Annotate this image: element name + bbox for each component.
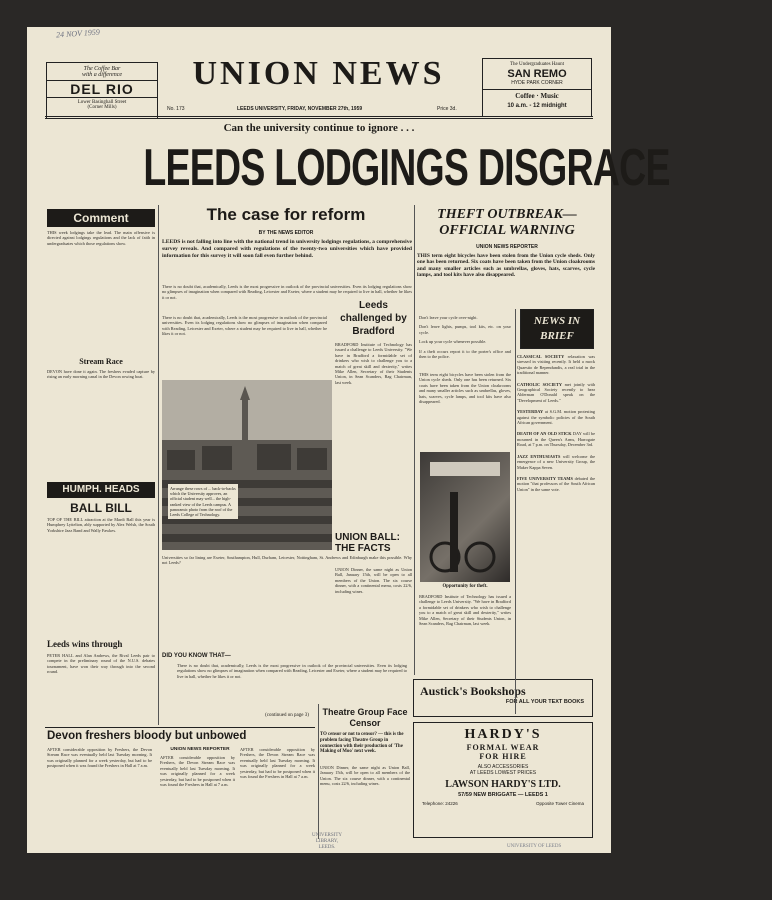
price: Price 3d.	[437, 106, 457, 112]
brief-item	[517, 409, 595, 425]
ad-hardys-firm: LAWSON HARDY'S LTD.	[445, 779, 561, 790]
ad-del-rio-addr1: Lower Basinghall Street	[77, 100, 127, 105]
devon-rule	[45, 727, 315, 728]
ad-san-remo-name: SAN REMO	[507, 68, 567, 80]
theft-headline-1: THEFT OUTBREAK—	[437, 207, 577, 222]
campus-photo-caption: Arrange these rows of ... back-to-backs which the University approves, an official student may well... the high-ranked view of the Leeds campus. A panoramic photo from the roof of the Leeds College of Technology.	[168, 484, 238, 519]
brief-item-head: CLASSICAL SOCIETY	[517, 354, 565, 359]
brief-item-text: debated the motion "that professors of the South African Union" in the same vote.	[517, 475, 596, 492]
ad-hardys-line3: ALSO ACCESSORIES	[477, 764, 529, 770]
reform-p2b: There is no doubt that, academically, Leeds is the most progressive in outlook of the provincial universities. Even its lodging regulations show no glimpses of imagination when compared with Reading, Leicester and Exeter, where a student may be required to live in hall, whether he likes it or not.	[162, 315, 327, 337]
brief-item-text: will welcome the emergence of a new University Group, the Maker Kappa Seven.	[517, 453, 596, 470]
theft-photo-caption: Opportunity for theft.	[442, 584, 488, 589]
ad-del-rio-line2: with a difference	[81, 72, 123, 78]
brief-item-head: JAZZ ENTHUSIASTS	[517, 453, 561, 459]
theatre-headline: Theatre Group Face Censor	[322, 707, 408, 728]
corner-stamp: UNIVERSITY OF LEEDS	[507, 844, 562, 849]
did-you-know-list: There is no doubt that, academically, Leeds is the most progressive in outlook of the provincial universities. Even its lodging regulations show no glimpses of imagination when compared with Reading, Leicester and Exeter, where a student may be required to live in hall, whether he likes it or not.	[177, 663, 407, 679]
brief-item-head: FIVE UNIVERSITY TEAMS	[517, 475, 573, 481]
ad-del-rio-name: DEL RIO	[47, 80, 157, 98]
brief-item	[517, 454, 595, 470]
brief-item	[517, 431, 595, 447]
ad-hardys-line1: FORMAL WEAR	[466, 743, 540, 752]
ad-san-remo-line4: 10 a.m. - 12 midnight	[507, 103, 567, 109]
ad-del-rio-addr2: (Corner Mills)	[87, 105, 117, 110]
reform-lead: LEEDS is not falling into line with the national trend in university lodgings regulations, a comprehensive survey reveals. And compared with regulations of the twenty-two universities which have provided information for this survey it will soon fall even further behind.	[162, 239, 412, 259]
ad-hardys-footer	[414, 798, 592, 806]
library-stamp-line1: UNIVERSITY	[312, 833, 342, 838]
theft-bullets	[419, 315, 511, 363]
campus-photo	[162, 380, 332, 550]
ad-hardys-line2: FOR HIRE	[479, 752, 527, 761]
devon-body-1: AFTER considerable opposition by Freshers, the Devon Stream Race was eventually held last Tuesday morning. It was originally planned for a week yesterday, but had to be postponed when it was found the Freshers in Hall at 7 a.m.	[47, 747, 152, 769]
wins-through-body: PETER HALL and Alan Andrews, the Rival Leeds pair to compete in the preliminary round of the N.U.S. debates tournament, have won their way through into the second round.	[47, 653, 155, 675]
theft-body-2: BRADFORD Institute of Technology has issued a challenge to Leeds University. "We have in Bradford a formidable set of drinkers who wish to challenge you to a match of great skill and dexterity," writes Mike Allen, Secretary of their Students Union, in Sean Scanders, Rag Chairman, last week.	[419, 594, 511, 627]
theatre-body-2: UNION Dinner, the same night as Union Ball, January 15th, will be open to all members of the Union. The six course dinner, with a continental menu, costs 22/6, including wines.	[320, 765, 410, 787]
theft-bullet: If a theft occurs report it to the porter's office and then to the police.	[419, 348, 511, 360]
brief-item	[517, 354, 595, 376]
ad-san-remo-line3: Coffee · Music	[483, 89, 591, 100]
comment-body: THIS week lodgings take the lead. The main offensive is directed against lodgings regulations and the lack of faith in undergraduates which those regulations show.	[47, 230, 155, 246]
reform-p3: Universities so far lining are Exeter, Southampton, Hull, Durham, Leicester, Nottingham, St. Andrews and Edinburgh make this possible. Why not Leeds?	[162, 555, 412, 566]
brief-item-text: relaxation was stressed in visiting recently. It held a mock Quaestio de Rependundis, a real trial in the traditional manner.	[517, 354, 596, 376]
ad-san-remo-line2: HYDE PARK CORNER	[511, 80, 563, 86]
masthead-title: UNION NEWS	[192, 55, 445, 92]
ad-austicks-tag: FOR ALL YOUR TEXT BOOKS	[505, 699, 584, 705]
reform-byline: BY THE NEWS EDITOR	[258, 230, 314, 236]
theft-photo-art	[420, 452, 510, 582]
brief-item-head: CATHOLIC SOCIETY	[517, 381, 562, 387]
stream-race-head: Stream Race	[79, 357, 123, 366]
ball-bill-body: TOP OF THE BILL attraction at the Mardi Ball this year is Humphrey Lyttelton, ably supported by Alex Welsh, the South Yorkshire Jazz Band and Wally Fawkes.	[47, 517, 155, 533]
reform-headline: The case for reform	[206, 205, 366, 224]
ad-san-remo-line1: The Undergraduates Haunt	[509, 62, 565, 67]
ad-hardys-opp: Opposite Tower Cinema	[536, 801, 584, 806]
library-stamp-line3: LEEDS.	[318, 845, 336, 850]
humph-headline: HUMPH. HEADS	[47, 482, 155, 498]
ad-del-rio-line1: The Coffee Bar	[83, 66, 121, 72]
masthead-rule	[45, 116, 593, 119]
devon-body-3: AFTER considerable opposition by Freshers, the Devon Stream Race was eventually held last Tuesday morning. It was originally planned for a week yesterday, but had to be postponed when it was found the Freshers in Hall at 7 a.m.	[240, 747, 315, 780]
bradford-body: BRADFORD Institute of Technology has issued a challenge to Leeds University. "We have in Bradford a formidable set of drinkers who wish to challenge you to a match of great skill and dexterity," writes Mike Allen, Secretary of their Students Union, in Sean Scanders, Rag Chairman, last week.	[335, 342, 412, 385]
bradford-headline: Leeds challenged by Bradford	[340, 300, 407, 337]
theft-headline-2: OFFICIAL WARNING	[439, 223, 575, 238]
brief-item-head: YESTERDAY	[517, 409, 544, 415]
ad-hardys-line4: AT LEEDS LOWEST PRICES	[469, 770, 537, 776]
brief-item	[517, 382, 595, 404]
date-stamp: 24 NOV 1959	[55, 27, 101, 40]
theft-lead: THIS term eight bicycles have been stolen from the Union cycle sheds. Only one has been returned. Six coats have been taken from the Union cloakrooms and many smaller articles such as umbrellas, gloves, hats, scarves, cycle lamps, and tool kits have also disappeared.	[417, 253, 595, 279]
brief-item-text: met jointly with Geographical Society recently to hear Alderman O'Donald speak on the "Development of Leeds."	[517, 381, 596, 403]
ad-hardys	[413, 722, 593, 838]
devon-body-2: AFTER considerable opposition by Freshers, the Devon Stream Race was eventually held last Tuesday morning. It was originally planned for a week yesterday, but had to be postponed when it was found the Freshers in Hall at 7 a.m.	[160, 755, 235, 788]
theft-reporter: UNION NEWS REPORTER	[476, 244, 538, 250]
column-rule	[318, 704, 319, 839]
news-brief-label: NEWS IN BRIEF	[533, 315, 581, 342]
theft-bullet: Lock up your cycle whenever possible.	[419, 339, 487, 345]
reform-p2: There is no doubt that, academically, Leeds is the most progressive in outlook of the provincial universities. Even its lodging regulations show no glimpses of imagination when compared with Reading, Leicester and Exeter, where a student may be required to live in hall, whether he likes it or not.	[162, 284, 412, 300]
brief-item-text: at S.G.M. motion protesting against the symbolic policies of the South African government.	[517, 409, 595, 426]
column-rule	[414, 205, 415, 675]
brief-item	[517, 476, 595, 492]
news-brief-list	[517, 354, 595, 714]
theatre-body: TO censor or not to censor? — this is the problem facing Theatre Group in connection with their production of 'The Making of Moo' next week.	[320, 732, 404, 755]
ball-bill-headline: BALL BILL	[70, 501, 132, 515]
column-rule	[158, 205, 159, 725]
theft-bullet: Don't leave your cycle over-night.	[419, 315, 478, 320]
theft-photo	[420, 452, 510, 582]
ad-san-remo	[482, 58, 592, 117]
library-stamp-line2: LIBRARY,	[315, 839, 339, 844]
wins-through-headline: Leeds wins through	[47, 639, 123, 649]
theft-bullet: Don't leave lights, pumps, tool kits, etc. on your cycle.	[419, 324, 511, 335]
column-rule	[515, 309, 516, 714]
library-stamp	[297, 833, 357, 851]
brief-item-head: DEATH OF AN OLD STICK	[517, 431, 572, 437]
ad-hardys-tel: Telephone: 24226	[422, 801, 458, 806]
ad-hardys-name: HARDY'S	[464, 727, 542, 742]
campus-photo-art	[162, 380, 332, 550]
newspaper-page	[27, 27, 670, 853]
did-you-know: DID YOU KNOW THAT—	[162, 653, 231, 659]
ad-austicks	[413, 679, 593, 717]
ad-hardys-addr: 57/59 NEW BRIGGATE — LEEDS 1	[458, 792, 548, 798]
kicker: Can the university continue to ignore . . .	[223, 122, 415, 134]
main-headline: LEEDS LODGINGS DISGRACE	[143, 139, 670, 197]
ad-austicks-name: Austick's Bookshops	[420, 684, 526, 698]
devon-headline: Devon freshers bloody but unbowed	[47, 730, 247, 742]
stream-race-body: DEVON have done it again. The freshers evaded capture by rising an early morning canal in the Devon rowing boat.	[47, 369, 155, 380]
union-ball-body: UNION Dinner, the same night as Union Ball, January 15th, will be open to all members of the Union. The six course dinner, with a continental menu, costs 22/6, including wines.	[335, 567, 412, 594]
theft-body: THIS term eight bicycles have been stolen from the Union cycle sheds. Only one has been returned. Six coats have been taken from the Union cloakrooms and many smaller articles such as umbrellas, gloves, hats, scarves, cycle lamps, and tool kits have also disappeared.	[419, 372, 511, 405]
issue-number: No. 173	[167, 106, 185, 112]
devon-reporter: UNION NEWS REPORTER	[170, 747, 230, 752]
ad-del-rio	[46, 62, 158, 119]
comment-label: Comment	[47, 209, 155, 227]
news-brief-box	[520, 309, 594, 349]
main-headline-wrap	[41, 135, 670, 201]
continued-note: (continued on page 3)	[265, 713, 309, 718]
brief-item-text: DAY will be mourned in the Queen's Arms, Harrogate Road, at 7 p.m. on Thursday, December 3rd.	[517, 431, 595, 448]
dateline: LEEDS UNIVERSITY, FRIDAY, NOVEMBER 27th, 1959	[237, 106, 363, 112]
union-ball-headline: UNION BALL: THE FACTS	[335, 532, 400, 554]
